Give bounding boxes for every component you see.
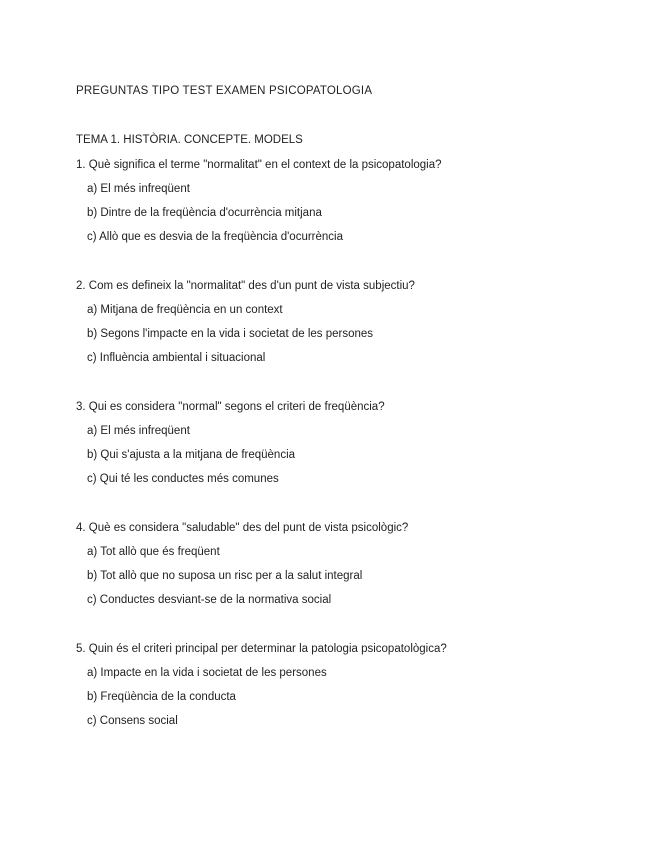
- answer-option: b) Segons l'impacte en la vida i societat de les persones: [87, 328, 374, 340]
- answer-option: a) Impacte en la vida i societat de les persones: [87, 667, 327, 679]
- answer-option: a) Mitjana de freqüència en un context: [87, 304, 283, 316]
- question-text: 4. Què es considera "saludable" des del punt de vista psicològic?: [76, 522, 409, 534]
- question-text: 1. Què significa el terme "normalitat" en el context de la psicopatologia?: [76, 159, 442, 171]
- answer-option: a) Tot allò que és freqüent: [87, 546, 220, 558]
- answer-option: c) Qui té les conductes més comunes: [87, 473, 279, 485]
- section-title: TEMA 1. HISTÒRIA. CONCEPTE. MODELS: [76, 134, 303, 146]
- question-text: 2. Com es defineix la "normalitat" des d'un punt de vista subjectiu?: [76, 280, 415, 292]
- answer-option: c) Allò que es desvia de la freqüència d'ocurrència: [87, 231, 343, 243]
- answer-option: b) Freqüència de la conducta: [87, 691, 236, 703]
- question-text: 3. Qui es considera "normal" segons el criteri de freqüència?: [76, 401, 385, 413]
- answer-option: a) El més infreqüent: [87, 183, 190, 195]
- question-block: [76, 641, 616, 737]
- question-block: [76, 157, 616, 253]
- answer-option: c) Influència ambiental i situacional: [87, 352, 266, 364]
- answer-option: b) Tot allò que no suposa un risc per a la salut integral: [87, 570, 363, 582]
- question-text: 5. Quin és el criteri principal per determinar la patologia psicopatològica?: [76, 643, 447, 655]
- answer-option: c) Consens social: [87, 715, 178, 727]
- document-title: PREGUNTAS TIPO TEST EXAMEN PSICOPATOLOGIA: [76, 85, 373, 97]
- answer-option: b) Dintre de la freqüència d'ocurrència mitjana: [87, 207, 322, 219]
- answer-option: b) Qui s'ajusta a la mitjana de freqüència: [87, 449, 296, 461]
- question-block: [76, 520, 616, 616]
- answer-option: c) Conductes desviant-se de la normativa social: [87, 594, 332, 606]
- question-block: [76, 399, 616, 495]
- question-block: [76, 278, 616, 374]
- answer-option: a) El més infreqüent: [87, 425, 190, 437]
